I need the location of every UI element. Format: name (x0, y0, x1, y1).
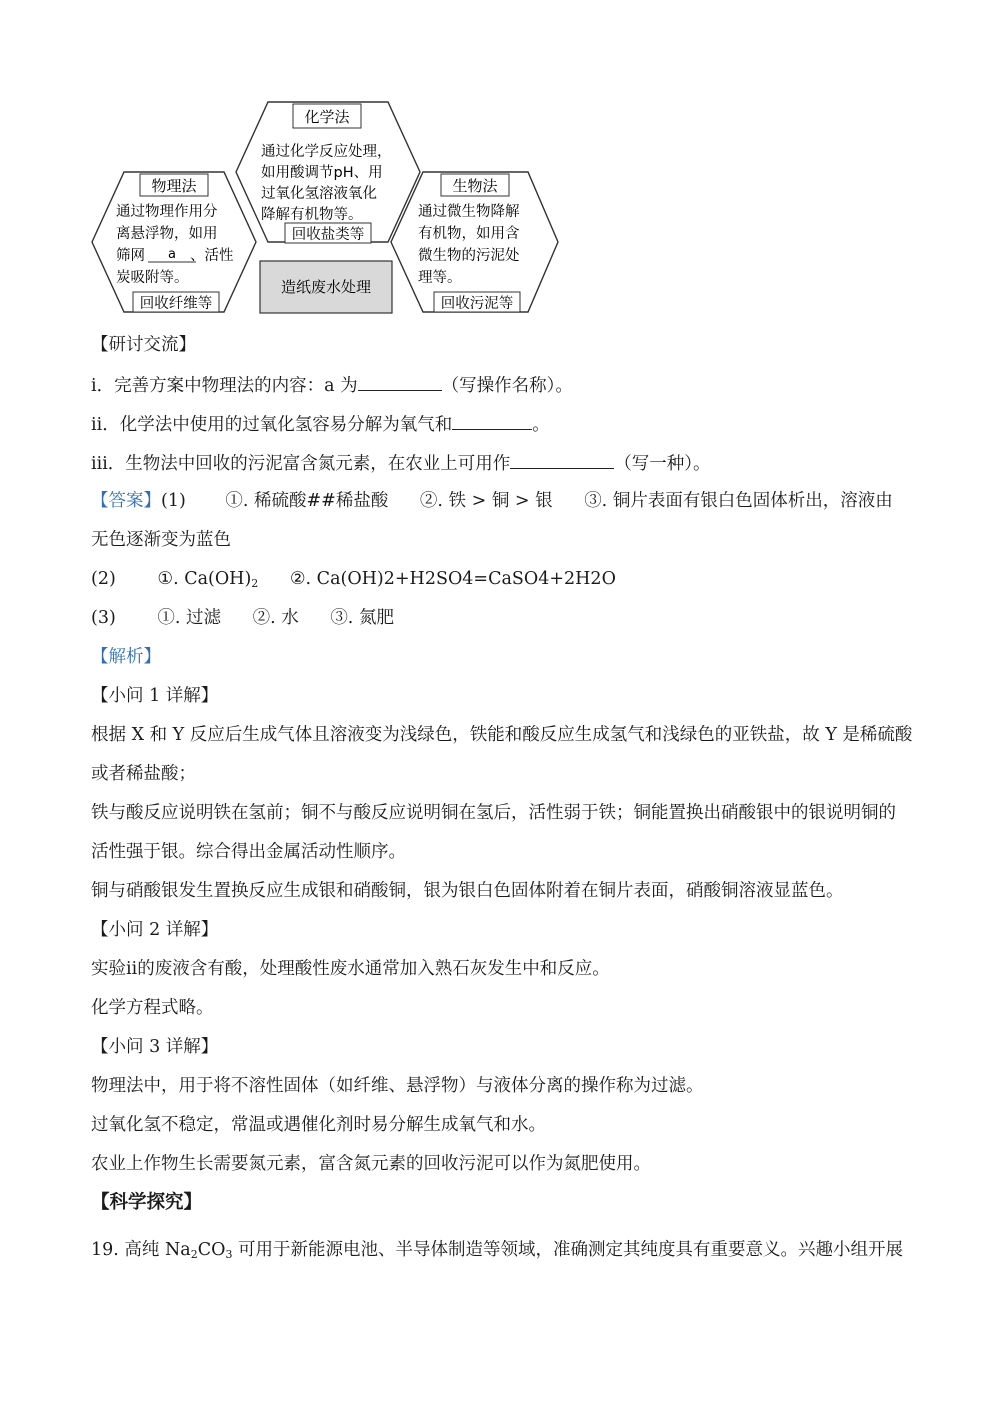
wastewater-treatment-diagram (0, 0, 992, 330)
answer-part-3: (3) (91, 608, 116, 628)
physical-method-title: 物理法 (151, 177, 197, 195)
answer-2a: ①. $Ca(OH)_2$ (157, 569, 259, 590)
science-inquiry-heading: 【科学探究】 (91, 1192, 203, 1213)
biological-method-hexagon (391, 172, 558, 312)
analysis-text: 铜与硝酸银发生置换反应生成银和硝酸铜，银为银白色固体附着在铜片表面，硝酸铜溶液显蓝色。 (91, 881, 844, 901)
physical-method-recovery: 回收纤维等 (139, 296, 213, 312)
question-iii-text: ⅲ．生物法中回收的污泥富含氮元素，在农业上可用作 (91, 454, 511, 474)
answer-1b: ②. 铁 > 铜 > 银 (419, 491, 553, 511)
center-box (260, 261, 392, 313)
question-ii-suffix: 。 (532, 415, 550, 435)
analysis-text: 铁与酸反应说明铁在氢前；铜不与酸反应说明铜在氢后，活性弱于铁；铜能置换出硝酸银中的银说明铜的 (91, 803, 896, 823)
question-iii-suffix: （写一种）。 (614, 454, 711, 474)
answer-3c: ③. 氮肥 (330, 608, 394, 628)
answer-line-1-cont: 无色逐渐变为蓝色 (91, 530, 231, 550)
chemical-method-line: 降解有机物等。 (261, 207, 363, 223)
biological-method-line: 通过微生物降解 (418, 204, 520, 220)
subquestion-1-heading: 【小问 1 详解】 (91, 686, 219, 706)
biological-method-recovery: 回收污泥等 (440, 296, 514, 312)
answer-2b: ②. Ca(OH)2+H2SO4=CaSO4+2H2O (289, 569, 616, 589)
answer-3b: ②. 水 (252, 608, 299, 628)
answer-1c: ③. 铜片表面有银白色固体析出，溶液由 (584, 491, 893, 511)
answer-tag: 【答案】 (91, 491, 161, 511)
question-i-suffix: （写操作名称）。 (441, 376, 573, 396)
answer-line-1 (91, 489, 893, 513)
chemical-method-recovery: 回收盐类等 (291, 227, 365, 243)
question-iii (91, 450, 711, 476)
physical-method-line: 筛网 (116, 248, 145, 264)
chemical-method-line: 过氧化氢溶液氧化 (261, 186, 377, 202)
chemical-method-line: 如用酸调节pH、用 (261, 165, 383, 181)
question-ii-text: ⅱ．化学法中使用的过氧化氢容易分解为氧气和 (91, 415, 453, 435)
physical-method-line: 通过物理作用分 (116, 204, 218, 220)
question-i-text: ⅰ．完善方案中物理法的内容：a 为 (91, 376, 358, 396)
answer-blank-iii[interactable] (510, 450, 614, 469)
question-19: 19. 高纯 $Na_2CO_3$ 可用于新能源电池、半导体制造等领域，准确测定其纯度具有重要意义。兴趣小组开展 (91, 1240, 904, 1261)
physical-method-line: 、活性 (190, 248, 234, 264)
analysis-text: 根据 X 和 Y 反应后生成气体且溶液变为浅绿色，铁能和酸反应生成氢气和浅绿色的亚铁盐，故 Y 是稀硫酸 (91, 725, 913, 745)
discussion-heading: 【研讨交流】 (91, 335, 196, 355)
subquestion-2-heading: 【小问 2 详解】 (91, 920, 219, 940)
analysis-text: 活性强于银。综合得出金属活动性顺序。 (91, 842, 406, 862)
answer-1a: ①. 稀硫酸##稀盐酸 (225, 491, 389, 511)
analysis-text: 农业上作物生长需要氮元素，富含氮元素的回收污泥可以作为氮肥使用。 (91, 1154, 651, 1174)
analysis-text: 化学方程式略。 (91, 998, 214, 1018)
chemical-method-line: 通过化学反应处理， (261, 144, 392, 160)
analysis-tag: 【解析】 (91, 647, 161, 667)
answer-line-2 (91, 567, 616, 596)
biological-method-line: 微生物的污泥处 (418, 248, 520, 264)
answer-part-2: (2) (91, 569, 116, 589)
subquestion-3-heading: 【小问 3 详解】 (91, 1037, 219, 1057)
analysis-text: 或者稀盐酸； (91, 764, 196, 784)
answer-line-3 (91, 606, 394, 630)
physical-method-blank-a: a (168, 247, 176, 262)
analysis-text: 过氧化氢不稳定，常温或遇催化剂时易分解生成氧气和水。 (91, 1115, 546, 1135)
analysis-text: 实验ⅱ的废液含有酸，处理酸性废水通常加入熟石灰发生中和反应。 (91, 959, 610, 979)
physical-method-hexagon (92, 172, 256, 312)
answer-blank-ii[interactable] (452, 411, 532, 430)
answer-blank-a[interactable] (358, 372, 442, 391)
question-ii (91, 411, 550, 437)
question-i (91, 372, 573, 398)
physical-method-line: 离悬浮物，如用 (116, 226, 218, 242)
answer-3a: ①. 过滤 (157, 608, 222, 628)
biological-method-line: 理等。 (418, 270, 462, 286)
biological-method-title: 生物法 (452, 177, 498, 195)
chemical-method-title: 化学法 (304, 108, 350, 126)
analysis-text: 物理法中，用于将不溶性固体（如纤维、悬浮物）与液体分离的操作称为过滤。 (91, 1076, 704, 1096)
physical-method-line: 炭吸附等。 (116, 270, 189, 286)
answer-part-1: (1) (161, 491, 186, 511)
biological-method-line: 有机物，如用含 (418, 226, 520, 242)
chemical-method-hexagon (236, 102, 420, 243)
center-box-label: 造纸废水处理 (280, 278, 372, 296)
